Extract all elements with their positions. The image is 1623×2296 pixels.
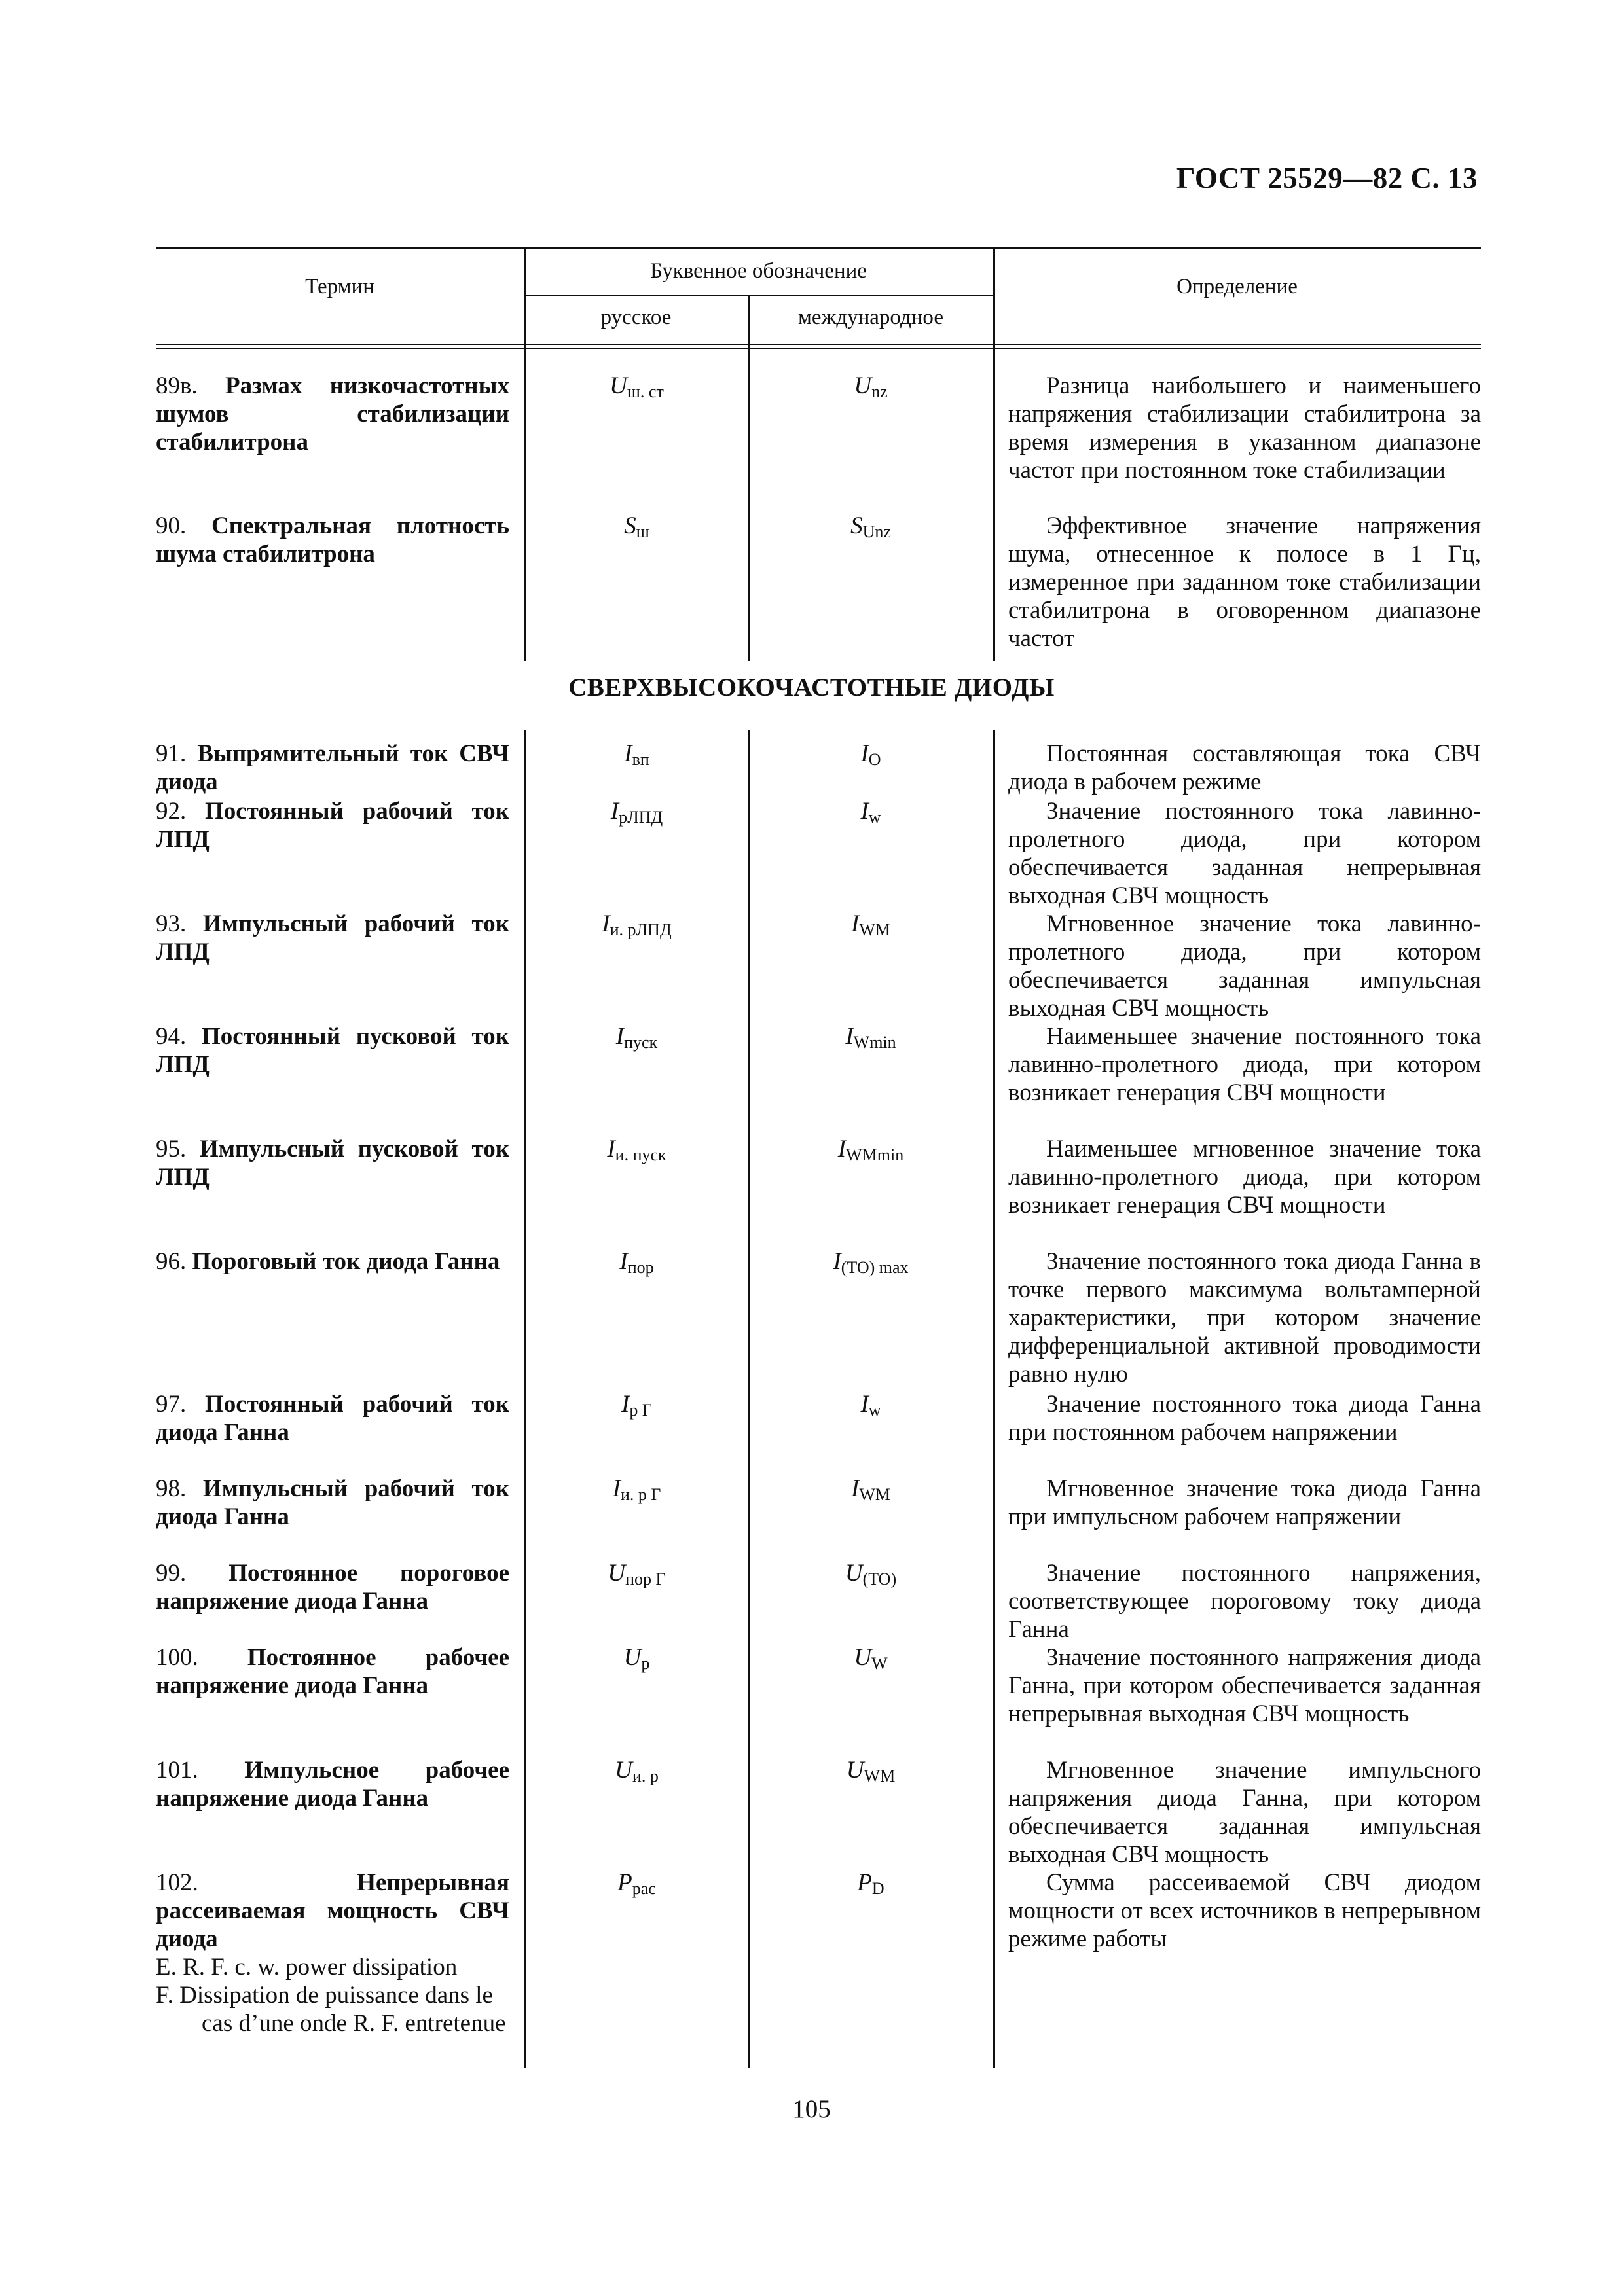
term-cell xyxy=(156,1756,509,1812)
symbol-russian-base: U xyxy=(623,1644,642,1671)
symbol-international-subscript: W xyxy=(871,1654,888,1673)
symbol-international xyxy=(750,797,992,827)
symbol-international xyxy=(750,740,992,770)
symbol-russian xyxy=(527,1390,746,1420)
column-divider-1b xyxy=(524,730,526,2068)
term-name: Непрерывная рассеиваемая мощность СВЧ диода xyxy=(156,1869,509,1952)
symbol-international-base: I xyxy=(833,1248,841,1275)
table-header-bottom-rule xyxy=(156,344,1481,345)
symbol-russian-base: I xyxy=(619,1248,628,1275)
symbol-russian-base: I xyxy=(615,1023,625,1050)
term-cell xyxy=(156,1135,509,1191)
symbol-russian-subscript: пуск xyxy=(624,1033,658,1052)
term-number: 99. xyxy=(156,1560,229,1587)
definition-cell: Значение постоянного напряжения, соответствующее пороговому току диода Ганна xyxy=(1008,1560,1481,1643)
definition-cell: Значение постоянного тока диода Ганна в точке первого максимума вольтамперной характеристики, при котором значение дифференциальной активной проводимости равно нулю xyxy=(1008,1248,1481,1388)
term-number: 97. xyxy=(156,1391,205,1418)
symbol-international-subscript: Unz xyxy=(862,522,891,541)
symbol-russian xyxy=(527,1869,746,1899)
table-top-rule xyxy=(156,247,1481,249)
symbol-russian-base: U xyxy=(608,1560,626,1587)
term-number: 95. xyxy=(156,1136,200,1162)
symbol-russian xyxy=(527,512,746,542)
term-number: 93. xyxy=(156,910,203,937)
term-name: Импульсное рабочее напряжение диода Ганна xyxy=(156,1757,509,1812)
symbol-russian-base: I xyxy=(621,1391,630,1418)
symbol-russian-subscript: и. рЛПД xyxy=(610,920,672,939)
symbol-russian-subscript: ш xyxy=(636,522,649,541)
symbol-international-base: I xyxy=(851,1475,860,1502)
term-number: 90. xyxy=(156,512,212,539)
term-number: 91. xyxy=(156,740,198,767)
symbol-russian xyxy=(527,372,746,402)
term-cell xyxy=(156,372,509,456)
table-header-bottom-rule-2 xyxy=(156,348,1481,349)
symbol-international-base: I xyxy=(845,1023,854,1050)
term-cell xyxy=(156,797,509,853)
symbol-international-base: P xyxy=(857,1869,872,1896)
term-cell xyxy=(156,1022,509,1079)
term-name: Импульсный рабочий ток диода Ганна xyxy=(156,1475,510,1530)
symbol-international xyxy=(750,1475,992,1505)
term-cell xyxy=(156,1643,509,1700)
symbol-russian-base: U xyxy=(610,372,627,399)
term-name: Пороговый ток диода Ганна xyxy=(192,1248,500,1275)
term-name: Постоянный рабочий ток ЛПД xyxy=(156,798,509,853)
definition-cell: Мгновенное значение тока лавинно-пролетного диода, при котором обеспечивается заданная импульсная выходная СВЧ мощность xyxy=(1008,910,1481,1022)
symbol-international xyxy=(750,1559,992,1589)
symbol-russian xyxy=(527,910,746,940)
term-cell xyxy=(156,910,509,966)
term-cell xyxy=(156,1475,509,1531)
column-header-definition: Определение xyxy=(1176,275,1298,298)
symbol-international-base: I xyxy=(851,910,860,937)
symbol-international-base: U xyxy=(845,1560,863,1587)
symbol-russian xyxy=(527,1559,746,1589)
symbol-international-base: I xyxy=(860,740,869,767)
symbol-russian xyxy=(527,1756,746,1786)
symbol-international-subscript: WM xyxy=(859,1485,890,1504)
symbol-russian-base: S xyxy=(624,512,636,539)
symbol-russian xyxy=(527,1643,746,1674)
symbol-international-subscript: w xyxy=(868,1401,881,1420)
symbol-russian-base: U xyxy=(615,1757,632,1784)
symbol-international-subscript: (TO) xyxy=(862,1570,897,1588)
symbol-international-subscript: Wmin xyxy=(853,1033,896,1052)
term-english: E. R. F. c. w. power dissipation xyxy=(156,1954,458,1981)
term-french: F. Dissipation de puissance dans le cas d’une onde R. F. entretenue xyxy=(156,1982,506,2037)
term-name: Постоянное пороговое напряжение диода Ганна xyxy=(156,1560,509,1615)
term-number: 89в. xyxy=(156,372,226,399)
symbol-international-subscript: WM xyxy=(864,1767,896,1785)
term-number: 92. xyxy=(156,798,205,825)
document-header: ГОСТ 25529—82 С. 13 xyxy=(1176,162,1478,194)
symbol-international-subscript: (TO) max xyxy=(841,1258,909,1277)
symbol-russian xyxy=(527,740,746,770)
symbol-international xyxy=(750,1022,992,1052)
definition-cell: Разница наибольшего и наименьшего напряжения стабилизации стабилитрона за время измерения в указанном диапазоне частот при постоянном токе стабилизации xyxy=(1008,372,1481,484)
symbol-international xyxy=(750,1390,992,1420)
symbol-international-subscript: w xyxy=(868,808,881,827)
column-header-intl: международное xyxy=(798,306,943,329)
term-number: 96. xyxy=(156,1248,192,1275)
symbol-russian xyxy=(527,1022,746,1052)
page-number: 105 xyxy=(792,2095,831,2123)
definition-cell: Значение постоянного тока диода Ганна при постоянном рабочем напряжении xyxy=(1008,1391,1481,1446)
symbol-russian-base: I xyxy=(612,1475,621,1502)
symbol-russian-subscript: и. пуск xyxy=(615,1145,666,1164)
term-name: Выпрямительный ток СВЧ диода xyxy=(156,740,509,795)
symbol-russian xyxy=(527,797,746,827)
symbol-international xyxy=(750,1135,992,1165)
symbol-russian-subscript: пор Г xyxy=(625,1570,666,1588)
term-number: 102. xyxy=(156,1869,357,1896)
symbol-russian xyxy=(527,1475,746,1505)
symbol-international-base: S xyxy=(850,512,863,539)
definition-cell: Наименьшее мгновенное значение тока лавинно-пролетного диода, при котором возникает генерация СВЧ мощности xyxy=(1008,1136,1481,1219)
symbol-international-base: I xyxy=(860,1391,869,1418)
symbol-russian xyxy=(527,1135,746,1165)
term-name: Постоянный пусковой ток ЛПД xyxy=(156,1023,510,1078)
term-name: Импульсный пусковой ток ЛПД xyxy=(156,1136,510,1191)
symbol-international-base: I xyxy=(860,798,869,825)
symbol-russian-subscript: и. р Г xyxy=(620,1485,661,1504)
column-header-term: Термин xyxy=(305,275,374,298)
definition-cell: Мгновенное значение тока диода Ганна при импульсном рабочем напряжении xyxy=(1008,1475,1481,1530)
symbol-russian-base: I xyxy=(607,1136,615,1162)
term-name: Размах низкочастотных шумов стабилизации стабилитрона xyxy=(156,372,509,456)
symbol-international-subscript: O xyxy=(868,750,881,769)
term-name: Спектральная плотность шума стабилитрона xyxy=(156,512,509,567)
symbol-international-base: U xyxy=(854,372,872,399)
symbol-russian-subscript: р Г xyxy=(629,1401,652,1420)
symbol-russian-subscript: рас xyxy=(632,1879,656,1898)
symbol-international-base: U xyxy=(846,1757,864,1784)
symbol-russian-base: I xyxy=(610,798,619,825)
definition-cell: Значение постоянного тока лавинно-пролетного диода, при котором обеспечивается заданная непрерывная выходная СВЧ мощность xyxy=(1008,798,1481,909)
definition-cell: Сумма рассеиваемой СВЧ диодом мощности от всех источников в непрерывном режиме работы xyxy=(1008,1869,1481,1952)
symbol-russian-base: P xyxy=(617,1869,632,1896)
symbol-russian-base: I xyxy=(624,740,632,767)
symbol-international xyxy=(750,1643,992,1674)
symbol-russian-subscript: рЛПД xyxy=(619,808,663,827)
symbol-international xyxy=(750,1869,992,1899)
term-number: 100. xyxy=(156,1644,247,1671)
definition-cell: Постоянная составляющая тока СВЧ диода в рабочем режиме xyxy=(1008,740,1481,795)
term-number: 94. xyxy=(156,1023,202,1050)
column-divider-3b xyxy=(993,730,995,2068)
symbol-russian-subscript: вп xyxy=(632,750,649,769)
definition-cell: Значение постоянного напряжения диода Ганна, при котором обеспечивается заданная непрерывная выходная СВЧ мощность xyxy=(1008,1644,1481,1727)
column-header-letter: Буквенное обозначение xyxy=(650,259,867,283)
term-cell xyxy=(156,1390,509,1446)
symbol-international-base: U xyxy=(854,1644,872,1671)
symbol-international-subscript: nz xyxy=(871,382,888,401)
term-name: Постоянное рабочее напряжение диода Ганна xyxy=(156,1644,510,1699)
symbol-international xyxy=(750,372,992,402)
section-title: СВЕРХВЫСОКОЧАСТОТНЫЕ ДИОДЫ xyxy=(568,673,1055,702)
symbol-russian-subscript: р xyxy=(641,1654,650,1673)
symbol-russian-subscript: пор xyxy=(627,1258,654,1277)
definition-cell: Эффективное значение напряжения шума, отнесенное к полосе в 1 Гц, измеренное при заданном токе стабилизации стабилитрона в оговоренном диапазоне частот xyxy=(1008,512,1481,652)
symbol-international-subscript: WM xyxy=(859,920,890,939)
symbol-russian xyxy=(527,1247,746,1278)
symbol-international xyxy=(750,1756,992,1786)
definition-cell: Наименьшее значение постоянного тока лавинно-пролетного диода, при котором возникает генерация СВЧ мощности xyxy=(1008,1023,1481,1106)
symbol-international xyxy=(750,1247,992,1278)
term-cell xyxy=(156,1559,509,1615)
definition-cell: Мгновенное значение импульсного напряжения диода Ганна, при котором обеспечивается заданная импульсная выходная СВЧ мощность xyxy=(1008,1757,1481,1868)
table-subheader-rule xyxy=(524,295,993,296)
term-cell xyxy=(156,1247,509,1276)
term-cell xyxy=(156,512,509,568)
column-header-ru: русское xyxy=(600,306,672,329)
term-number: 101. xyxy=(156,1757,245,1784)
symbol-international-subscript: D xyxy=(871,1879,884,1898)
symbol-russian-base: I xyxy=(602,910,610,937)
symbol-international-subscript: WMmin xyxy=(846,1145,904,1164)
symbol-international xyxy=(750,910,992,940)
symbol-international xyxy=(750,512,992,542)
term-number: 98. xyxy=(156,1475,203,1502)
term-name: Импульсный рабочий ток ЛПД xyxy=(156,910,510,965)
term-name: Постоянный рабочий ток диода Ганна xyxy=(156,1391,509,1446)
symbol-international-base: I xyxy=(837,1136,847,1162)
term-cell xyxy=(156,1869,509,2037)
term-cell xyxy=(156,740,509,796)
column-divider-2 xyxy=(748,295,750,661)
symbol-russian-subscript: ш. ст xyxy=(627,382,664,401)
column-divider-3 xyxy=(993,247,995,661)
symbol-russian-subscript: и. р xyxy=(632,1767,659,1785)
